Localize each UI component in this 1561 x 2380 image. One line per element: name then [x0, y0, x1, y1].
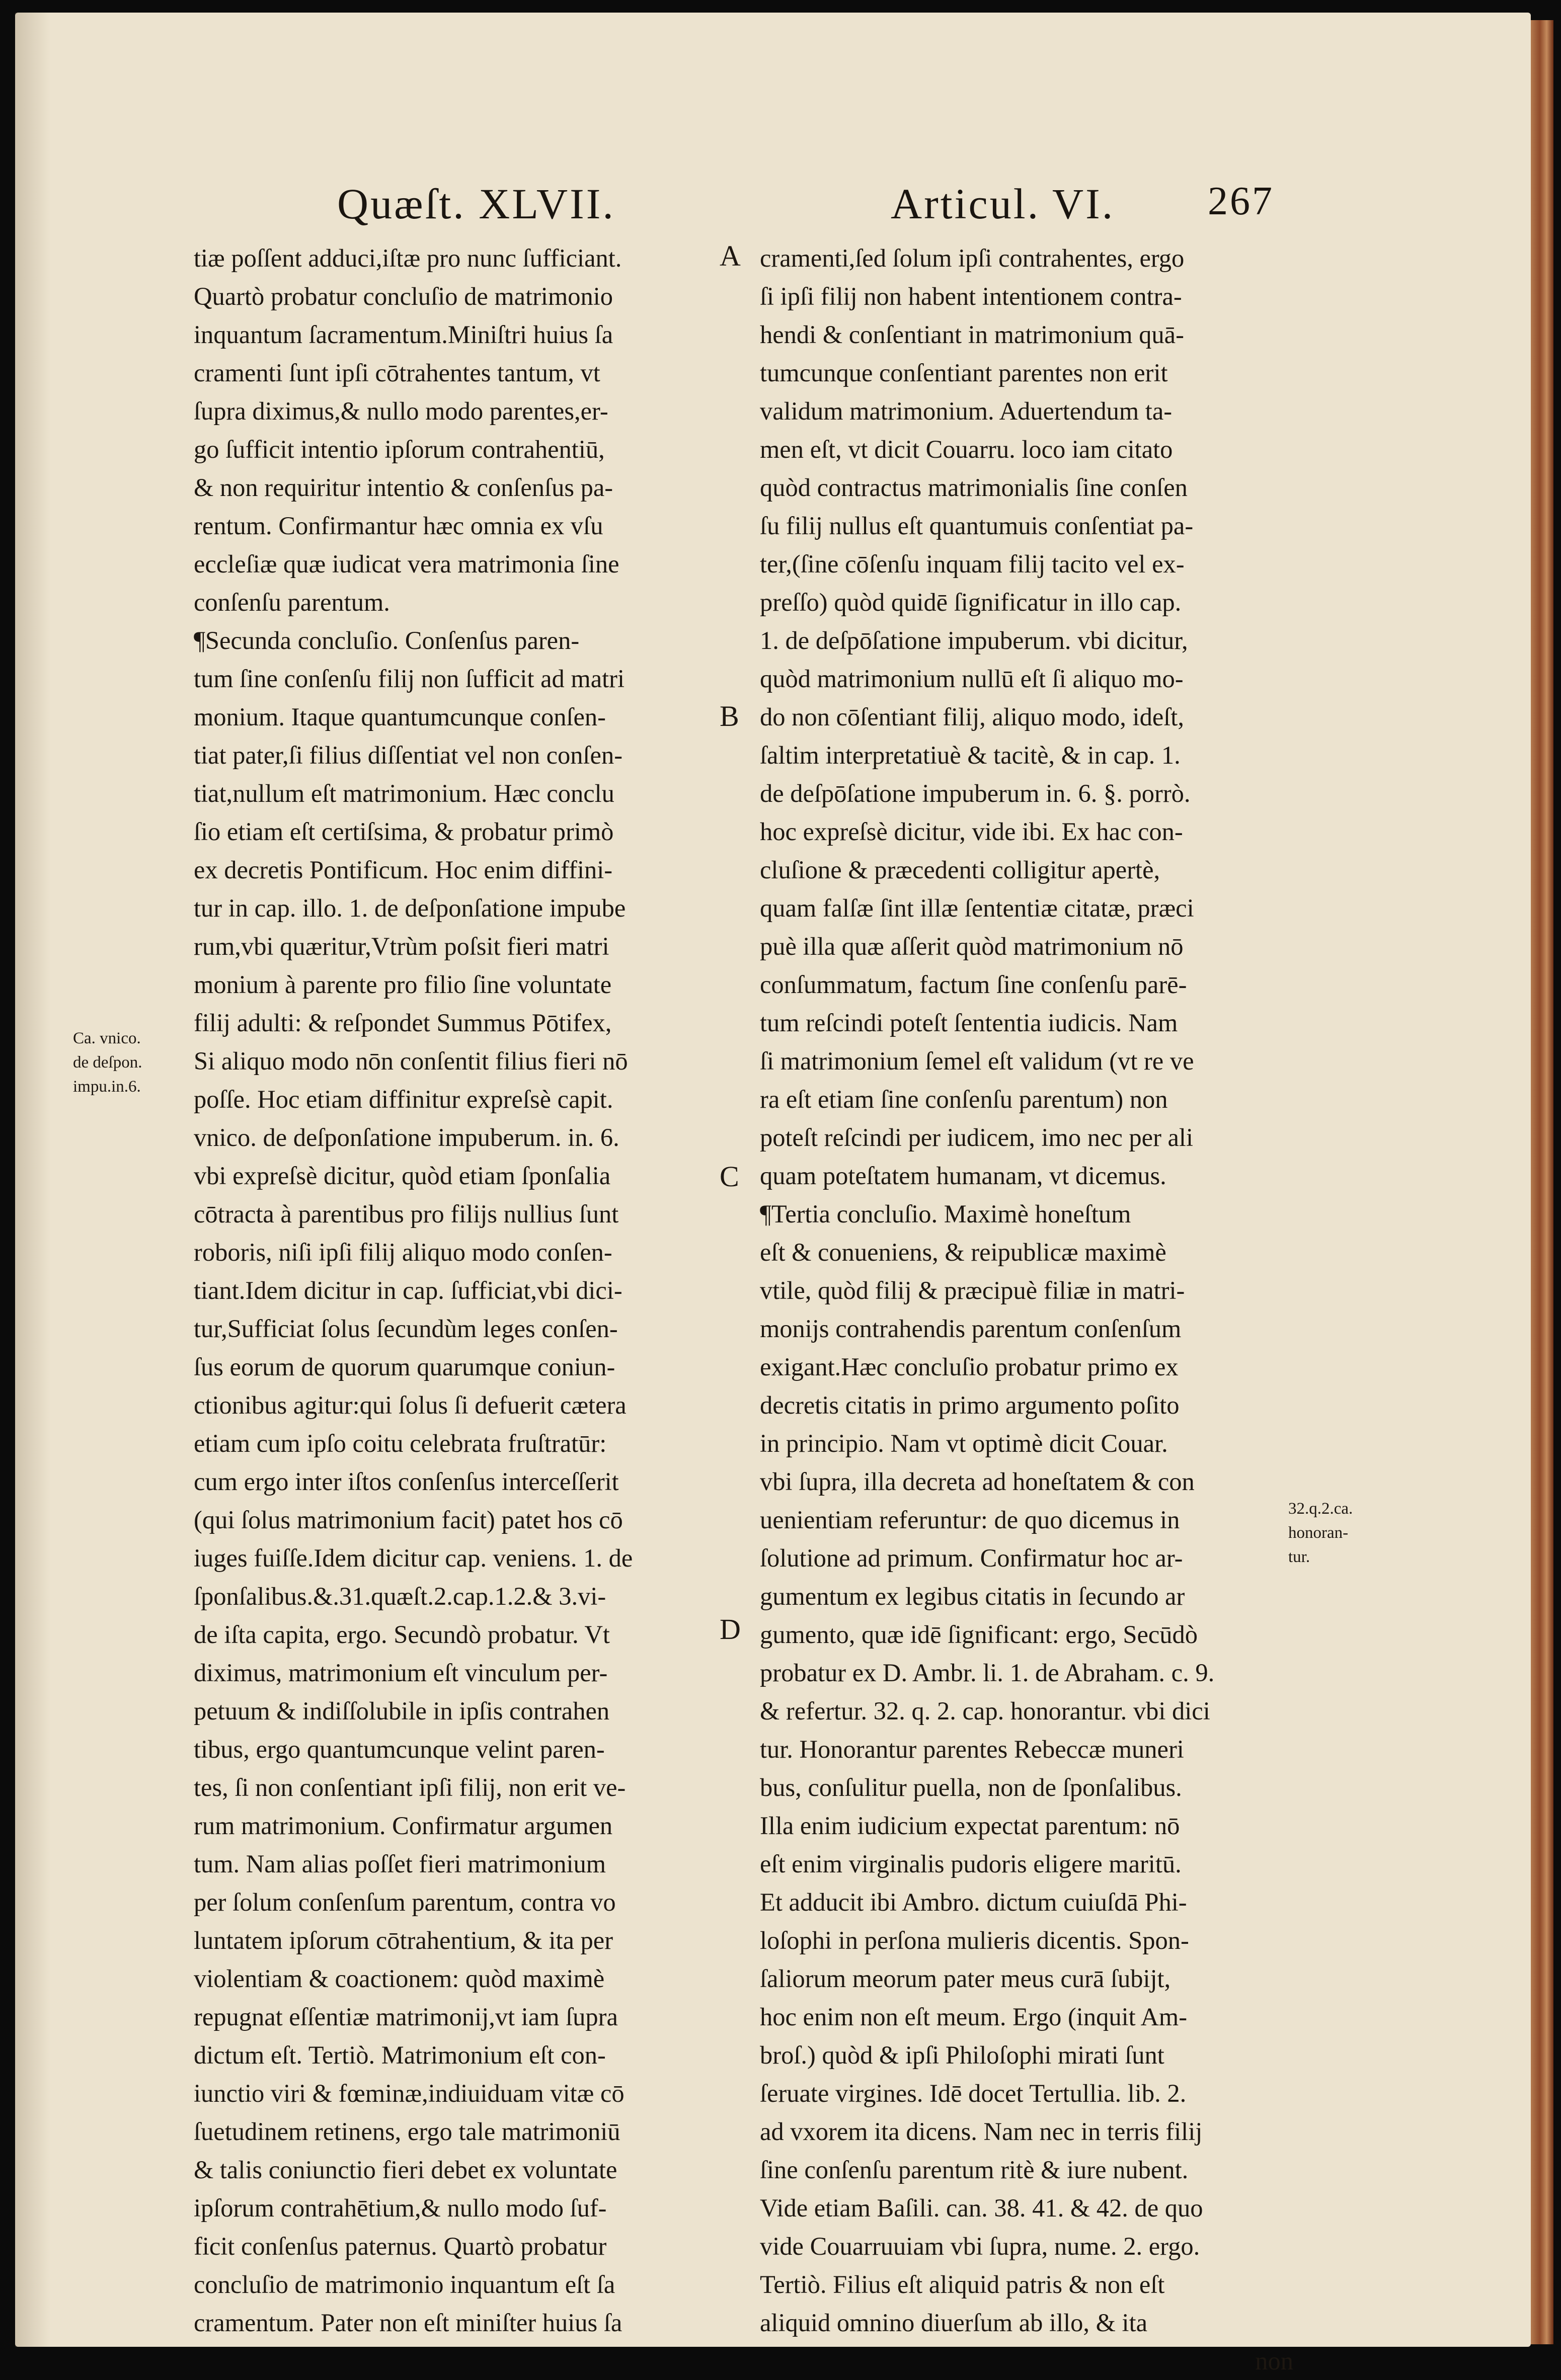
left-text-column [194, 239, 727, 2342]
text-line: Tertiò. Filius eſt aliquid patris & non eſt [760, 2270, 1165, 2299]
text-line: decretis citatis in primo argumento poſito [760, 1391, 1180, 1419]
text-line: gumento, quæ idē ſignificant: ergo, Secūdò [760, 1620, 1198, 1649]
text-line: tiat pater,ſi filius diſſentiat vel non conſen- [194, 741, 623, 769]
text-line: bus, conſulitur puella, non de ſponſalibus. [760, 1773, 1182, 1801]
text-line: ſupra diximus,& nullo modo parentes,er- [194, 397, 608, 425]
text-line: vbi ſupra, illa decreta ad honeſtatem & con [760, 1467, 1195, 1496]
text-line: monium à parente pro filio ſine voluntate [194, 970, 612, 999]
text-line: tum reſcindi poteſt ſententia iudicis. Nam [760, 1009, 1178, 1037]
text-line: tur in cap. illo. 1. de deſponſatione impube [194, 894, 626, 922]
text-line: probatur ex D. Ambr. li. 1. de Abraham. c. 9. [760, 1659, 1215, 1687]
text-line: uenientiam referuntur: de quo dicemus in [760, 1506, 1180, 1534]
text-line: poſſe. Hoc etiam diffinitur expreſsè capit. [194, 1085, 613, 1113]
text-line: quam falſæ ſint illæ ſententiæ citatæ, præci [760, 894, 1194, 922]
margin-note-right [1288, 1497, 1399, 1569]
text-line: ficit conſenſus paternus. Quartò probatur [194, 2232, 607, 2260]
text-line: ipſorum contrahētium,& nullo modo ſuf- [194, 2194, 607, 2222]
running-head-left: Quæſt. XLVII. [337, 180, 615, 228]
text-line: & talis coniunctio fieri debet ex voluntate [194, 2156, 617, 2184]
text-line: de iſta capita, ergo. Secundò probatur. Vt [194, 1620, 610, 1649]
text-line: tum ſine conſenſu filij non ſufficit ad matri [194, 665, 625, 693]
text-line: tiæ poſſent adduci,iſtæ pro nunc ſufficiant. [194, 244, 622, 272]
margin-note-line: Ca. vnico. [73, 1029, 141, 1047]
text-line: tum. Nam alias poſſet fieri matrimonium [194, 1850, 606, 1878]
text-line: hoc enim non eſt meum. Ergo (inquit Am- [760, 2003, 1188, 2031]
page-number: 267 [1208, 179, 1274, 223]
text-line: ad vxorem ita dicens. Nam nec in terris filij [760, 2117, 1203, 2146]
text-line: concluſio de matrimonio inquantum eſt ſa [194, 2270, 615, 2299]
text-line: conſummatum, factum ſine conſenſu parē- [760, 970, 1187, 999]
margin-note-line: de deſpon. [73, 1053, 142, 1072]
page-edge [1531, 20, 1553, 2344]
text-line: filij adulti: & reſpondet Summus Pōtifex, [194, 1009, 612, 1037]
text-line: eccleſiæ quæ iudicat vera matrimonia ſine [194, 550, 619, 578]
text-line: quam poteſtatem humanam, vt dicemus. [760, 1162, 1166, 1190]
text-line: conſenſu parentum. [194, 588, 390, 616]
text-line: cramentum. Pater non eſt miniſter huius ſa [194, 2309, 622, 2337]
text-line: exigant.Hæc concluſio probatur primo ex [760, 1353, 1179, 1381]
text-line: quòd contractus matrimonialis ſine conſen [760, 473, 1188, 502]
text-line: ſaltim interpretatiuè & tacitè, & in cap. 1. [760, 741, 1181, 769]
text-line: ſeruate virgines. Idē docet Tertullia. lib. 2. [760, 2079, 1187, 2107]
text-line: quòd matrimonium nullū eſt ſi aliquo mo- [760, 665, 1184, 693]
margin-note-line: 32.q.2.ca. [1288, 1500, 1353, 1518]
text-line: ſponſalibus.&.31.quæſt.2.cap.1.2.& 3.vi- [194, 1582, 606, 1610]
margin-note-line: honoran- [1288, 1524, 1349, 1542]
right-text-column [760, 239, 1293, 2380]
text-line: ctionibus agitur:qui ſolus ſi defuerit cætera [194, 1391, 627, 1419]
text-line: tes, ſi non conſentiant ipſi filij, non erit ve- [194, 1773, 626, 1801]
text-line: iuges fuiſſe.Idem dicitur cap. veniens. 1. de [194, 1544, 633, 1572]
text-line: ſine conſenſu parentum ritè & iure nubent. [760, 2156, 1189, 2184]
text-line: ¶Secunda concluſio. Conſenſus paren- [194, 626, 580, 654]
text-line: puè illa quæ aſſerit quòd matrimonium nō [760, 932, 1184, 960]
text-line: tur. Honorantur parentes Rebeccæ muneri [760, 1735, 1184, 1763]
text-line: in principio. Nam vt optimè dicit Couar. [760, 1429, 1168, 1457]
text-line: 1. de deſpōſatione impuberum. vbi dicitur, [760, 626, 1188, 654]
text-line: & refertur. 32. q. 2. cap. honorantur. vbi dici [760, 1697, 1210, 1725]
running-head-right: Articul. VI. [891, 180, 1115, 228]
text-line: ſuetudinem retinens, ergo tale matrimoniū [194, 2117, 620, 2146]
text-line: Illa enim iudicium expectat parentum: nō [760, 1812, 1180, 1840]
text-line: roboris, niſi ipſi filij aliquo modo conſen- [194, 1238, 612, 1266]
text-line: ſi ipſi filij non habent intentionem contra- [760, 282, 1182, 310]
text-line: tibus, ergo quantumcunque velint paren- [194, 1735, 605, 1763]
text-line: ſolutione ad primum. Confirmatur hoc ar- [760, 1544, 1183, 1572]
text-line: tumcunque conſentiant parentes non erit [760, 359, 1168, 387]
text-line: diximus, matrimonium eſt vinculum per- [194, 1659, 608, 1687]
text-line: monijs contrahendis parentum conſenſum [760, 1315, 1182, 1343]
text-line: eſt enim virginalis pudoris eligere maritū. [760, 1850, 1182, 1878]
page-gutter-shadow [15, 13, 50, 2347]
book-page [15, 13, 1531, 2375]
section-letter-a: A [720, 239, 741, 272]
text-line: vbi expreſsè dicitur, quòd etiam ſponſalia [194, 1162, 611, 1190]
text-line: hoc expreſsè dicitur, vide ibi. Ex hac con- [760, 817, 1183, 846]
text-line: hendi & conſentiant in matrimonium quā- [760, 320, 1184, 349]
margin-note-left [73, 1026, 184, 1099]
text-line: tur,Sufficiat ſolus ſecundùm leges conſen- [194, 1315, 618, 1343]
text-line: tiat,nullum eſt matrimonium. Hæc conclu [194, 779, 614, 807]
text-line: gumentum ex legibus citatis in ſecundo ar [760, 1582, 1185, 1610]
text-line: cramenti,ſed ſolum ipſi contrahentes, ergo [760, 244, 1185, 272]
text-line: ter,(ſine cōſenſu inquam filij tacito vel ex- [760, 550, 1185, 578]
text-line: cōtracta à parentibus pro filijs nullius ſunt [194, 1200, 619, 1228]
text-line: vnico. de deſponſatione impuberum. in. 6. [194, 1123, 619, 1152]
text-line: broſ.) quòd & ipſi Philoſophi mirati ſunt [760, 2041, 1164, 2069]
text-line: per ſolum conſenſum parentum, contra vo [194, 1888, 616, 1916]
text-line: ſi matrimonium ſemel eſt validum (vt re ve [760, 1047, 1194, 1075]
text-line: dictum eſt. Tertiò. Matrimonium eſt con- [194, 2041, 606, 2069]
text-line: cluſione & præcedenti colligitur apertè, [760, 856, 1160, 884]
text-line: vtile, quòd filij & præcipuè filiæ in matri- [760, 1276, 1185, 1304]
text-line: go ſufficit intentio ipſorum contrahentiū, [194, 435, 605, 463]
text-line: Et adducit ibi Ambro. dictum cuiuſdā Phi- [760, 1888, 1187, 1916]
text-line: Vide etiam Baſili. can. 38. 41. & 42. de quo [760, 2194, 1203, 2222]
text-line: rum matrimonium. Confirmatur argumen [194, 1812, 613, 1840]
section-letter-d: D [720, 1613, 741, 1646]
text-line: vide Couarruuiam vbi ſupra, nume. 2. ergo. [760, 2232, 1200, 2260]
text-line: luntatem ipſorum cōtrahentium, & ita per [194, 1926, 613, 1954]
margin-note-line: impu.in.6. [73, 1078, 141, 1096]
text-line: rentum. Confirmantur hæc omnia ex vſu [194, 512, 603, 540]
text-line: rum,vbi quæritur,Vtrùm poſsit fieri matri [194, 932, 609, 960]
text-line: repugnat eſſentiæ matrimonij,vt iam ſupra [194, 2003, 618, 2031]
text-line: (qui ſolus matrimonium facit) patet hos cō [194, 1506, 623, 1534]
text-line: iunctio viri & fœminæ,indiuiduam vitæ cō [194, 2079, 625, 2107]
text-line: monium. Itaque quantumcunque conſen- [194, 703, 606, 731]
text-line: non [1255, 2347, 1293, 2375]
text-line: validum matrimonium. Aduertendum ta- [760, 397, 1173, 425]
text-line: do non cōſentiant filij, aliquo modo, ideſt, [760, 703, 1184, 731]
text-line: ex decretis Pontificum. Hoc enim diffini- [194, 856, 613, 884]
text-line: ſus eorum de quorum quarumque coniun- [194, 1353, 615, 1381]
section-letter-c: C [720, 1160, 739, 1193]
text-line: cum ergo inter iſtos conſenſus interceſſerit [194, 1467, 619, 1496]
text-line: inquantum ſacramentum.Miniſtri huius ſa [194, 320, 613, 349]
text-line: ſio etiam eſt certiſsima, & probatur primò [194, 817, 614, 846]
text-line: men eſt, vt dicit Couarru. loco iam citato [760, 435, 1173, 463]
text-line: preſſo) quòd quidē ſignificatur in illo cap. [760, 588, 1182, 616]
text-line: Quartò probatur concluſio de matrimonio [194, 282, 613, 310]
text-line: ſaliorum meorum pater meus curā ſubijt, [760, 1964, 1171, 1993]
text-line: loſophi in perſona mulieris dicentis. Spon- [760, 1926, 1189, 1954]
text-line: & non requiritur intentio & conſenſus pa- [194, 473, 613, 502]
text-line: petuum & indiſſolubile in ipſis contrahen [194, 1697, 610, 1725]
section-letter-b: B [720, 700, 739, 732]
text-line: etiam cum ipſo coitu celebrata fruſtratūr: [194, 1429, 607, 1457]
text-line: ſu filij nullus eſt quantumuis conſentiat pa- [760, 512, 1194, 540]
text-line: Si aliquo modo nōn conſentit filius fieri nō [194, 1047, 628, 1075]
text-line: tiant.Idem dicitur in cap. ſufficiat,vbi dici- [194, 1276, 622, 1304]
text-line: eſt & conueniens, & reipublicæ maximè [760, 1238, 1166, 1266]
text-line: de deſpōſatione impuberum in. 6. §. porrò. [760, 779, 1191, 807]
text-line: ¶Tertia concluſio. Maximè honeſtum [760, 1200, 1131, 1228]
text-line: violentiam & coactionem: quòd maximè [194, 1964, 605, 1993]
text-line: ra eſt etiam ſine conſenſu parentum) non [760, 1085, 1168, 1113]
text-line: poteſt reſcindi per iudicem, imo nec per ali [760, 1123, 1193, 1152]
text-line: cramenti ſunt ipſi cōtrahentes tantum, vt [194, 359, 600, 387]
text-line: aliquid omnino diuerſum ab illo, & ita [760, 2309, 1148, 2337]
margin-note-line: tur. [1288, 1548, 1310, 1566]
